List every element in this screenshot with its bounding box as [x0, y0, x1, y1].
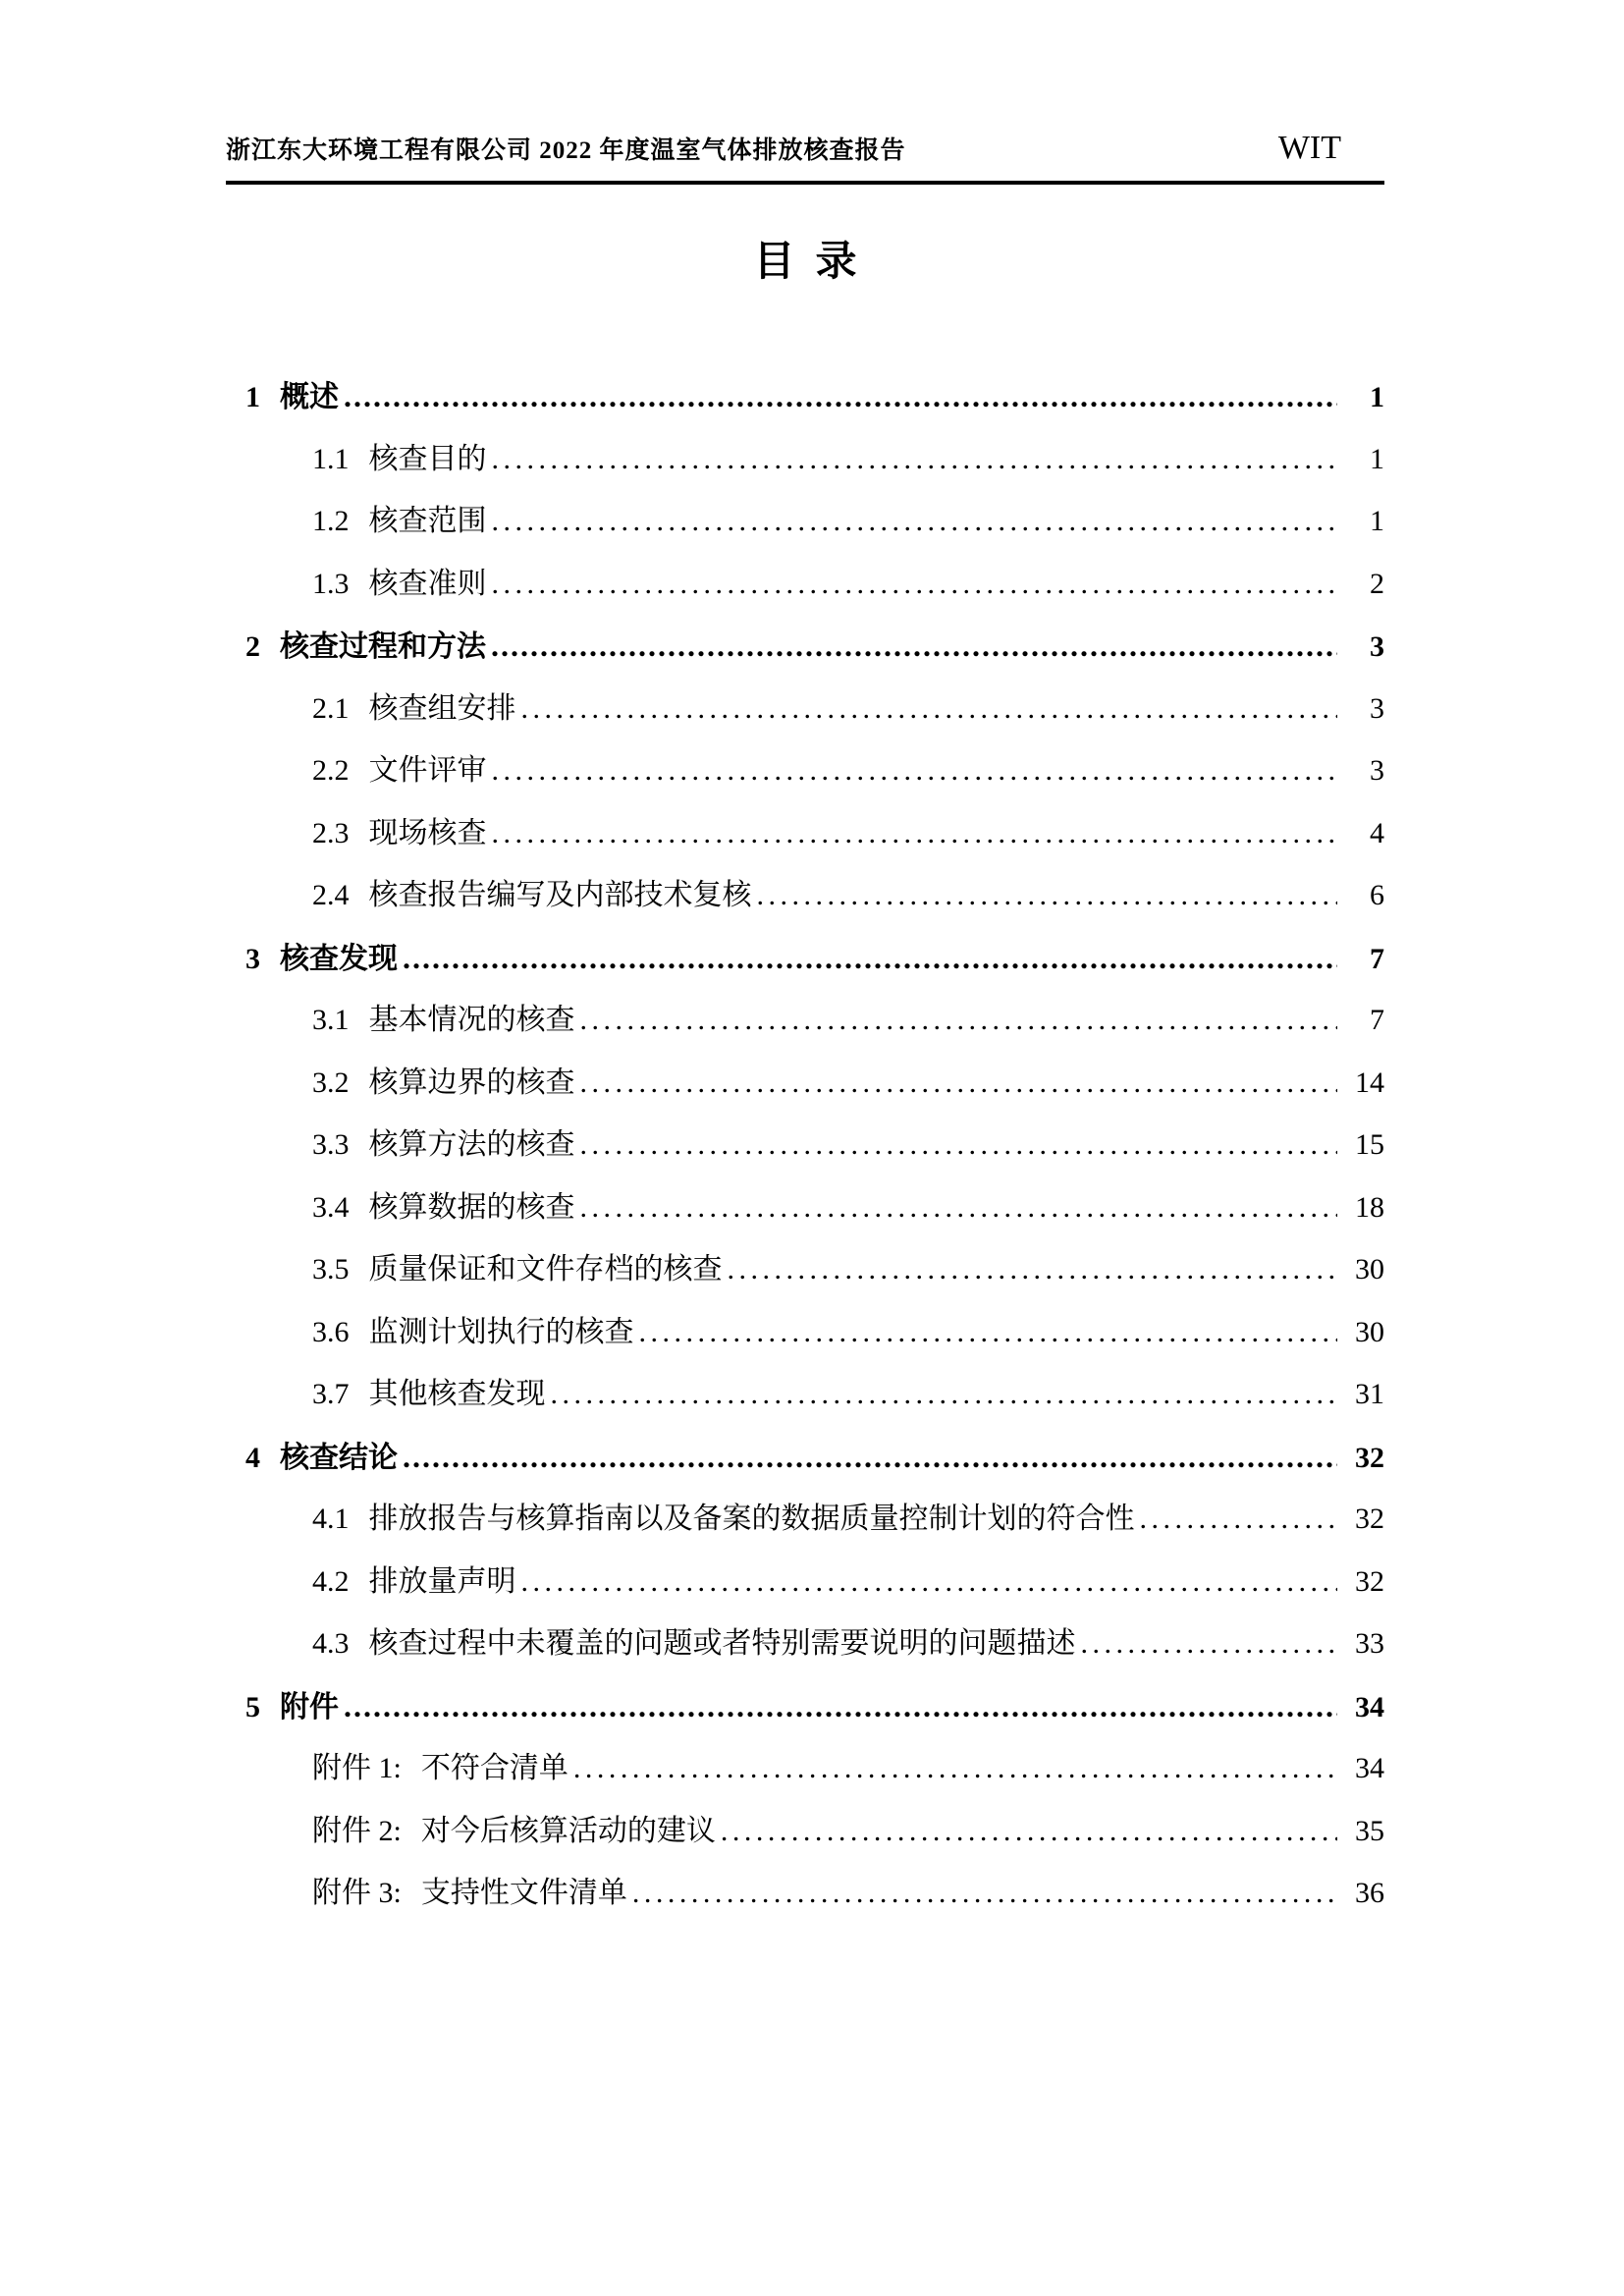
toc-entry-page: 32 [1355, 1564, 1384, 1598]
toc-entry[interactable] [226, 428, 1384, 491]
toc-entry-page: 7 [1370, 1004, 1384, 1036]
toc-entry-title: 现场核查 [368, 816, 487, 849]
header-doc-title: 浙江东大环境工程有限公司 2022 年度温室气体排放核查报告 [226, 137, 906, 164]
toc-entry-number: 附件 3: [312, 1877, 402, 1909]
toc-entry-number: 1.2 [312, 505, 350, 537]
toc-entry-number: 2.4 [312, 879, 350, 911]
toc-dot-leader [757, 864, 1338, 927]
toc-dot-leader [521, 678, 1338, 740]
toc-entry-number: 1.1 [312, 442, 350, 475]
toc-entry-number: 3.1 [312, 1004, 350, 1036]
toc-entry-title: 核查过程中未覆盖的问题或者特别需要说明的问题描述 [368, 1627, 1076, 1660]
toc-entry-title: 监测计划执行的核查 [368, 1315, 634, 1348]
toc-entry-title: 不符合清单 [420, 1752, 568, 1784]
toc-entry-title: 概述 [280, 381, 339, 413]
toc-entry-page: 3 [1370, 691, 1384, 725]
toc-dot-leader [492, 428, 1338, 491]
wit-logo-text: WIT [1277, 130, 1341, 166]
toc-dot-leader [573, 1737, 1337, 1800]
toc-entry-page: 30 [1355, 1315, 1384, 1348]
toc-entry[interactable] [226, 1363, 1384, 1426]
toc-entry-number: 2.2 [312, 754, 350, 787]
toc-entry-page: 6 [1370, 879, 1384, 911]
toc-entry-title: 核查组安排 [368, 691, 516, 725]
toc-dot-leader [580, 1052, 1338, 1115]
toc-entry-number: 3 [245, 942, 260, 975]
toc-entry-title: 核算方法的核查 [368, 1128, 575, 1161]
toc-entry[interactable] [226, 1551, 1384, 1613]
toc-entry-number: 3.5 [312, 1253, 350, 1285]
toc-entry-number: 5 [245, 1690, 260, 1723]
toc-dot-leader [521, 1551, 1338, 1613]
toc-entry-page: 1 [1370, 381, 1384, 413]
toc-entry-title: 核查目的 [368, 442, 487, 475]
toc-dot-leader [632, 1862, 1337, 1925]
toc-entry-page: 1 [1370, 442, 1384, 475]
toc-entry[interactable] [226, 927, 1384, 990]
toc-entry-number: 2.3 [312, 816, 350, 849]
toc-entry-number: 3.6 [312, 1315, 350, 1348]
toc-entry[interactable] [226, 802, 1384, 865]
toc-entry[interactable] [226, 1488, 1384, 1551]
toc-entry[interactable] [226, 1613, 1384, 1675]
toc-entry-title: 支持性文件清单 [420, 1877, 627, 1909]
toc-entry-number: 3.2 [312, 1066, 350, 1099]
toc-dot-leader [1081, 1613, 1338, 1675]
toc-entry-number: 3.3 [312, 1128, 350, 1161]
toc-entry[interactable] [226, 1737, 1384, 1800]
toc-entry[interactable] [226, 1426, 1384, 1489]
toc-entry-page: 15 [1355, 1128, 1384, 1161]
toc-entry-number: 4.3 [312, 1627, 350, 1660]
toc-dot-leader [491, 615, 1337, 679]
toc-dot-leader [492, 802, 1338, 865]
toc-dot-leader [492, 490, 1338, 553]
toc-entry-number: 2 [245, 630, 260, 663]
toc [226, 365, 1384, 1925]
toc-entry-title: 质量保证和文件存档的核查 [368, 1253, 723, 1285]
toc-entry-page: 33 [1355, 1627, 1384, 1660]
toc-entry-page: 35 [1355, 1814, 1384, 1847]
toc-entry[interactable] [226, 989, 1384, 1052]
toc-dot-leader [492, 553, 1338, 616]
toc-entry[interactable] [226, 1176, 1384, 1239]
toc-entry-page: 3 [1370, 754, 1384, 787]
toc-entry-number: 3.7 [312, 1378, 350, 1410]
toc-entry-page: 7 [1370, 942, 1384, 975]
toc-entry[interactable] [226, 490, 1384, 553]
toc-entry-page: 2 [1370, 567, 1384, 600]
toc-entry-number: 4.1 [312, 1503, 350, 1535]
toc-entry[interactable] [226, 1238, 1384, 1301]
toc-dot-leader [1140, 1488, 1338, 1551]
toc-entry-title: 基本情况的核查 [368, 1004, 575, 1036]
toc-entry-title: 附件 [280, 1690, 339, 1723]
toc-entry-page: 34 [1355, 1752, 1384, 1784]
toc-entry[interactable] [226, 1800, 1384, 1863]
toc-entry[interactable] [226, 864, 1384, 927]
toc-entry-page: 3 [1370, 630, 1384, 663]
toc-dot-leader [551, 1363, 1338, 1426]
toc-entry[interactable] [226, 553, 1384, 616]
toc-entry[interactable] [226, 1052, 1384, 1115]
toc-entry-title: 其他核查发现 [368, 1378, 546, 1410]
toc-dot-leader [580, 1176, 1338, 1239]
toc-entry[interactable] [226, 1862, 1384, 1925]
toc-entry[interactable] [226, 678, 1384, 740]
toc-entry-title: 文件评审 [368, 754, 487, 787]
toc-dot-leader [721, 1800, 1337, 1863]
toc-entry[interactable] [226, 615, 1384, 678]
toc-entry-number: 1.3 [312, 567, 350, 600]
toc-dot-leader [580, 1114, 1338, 1176]
toc-entry-title: 排放量声明 [368, 1564, 516, 1598]
toc-entry-title: 核查准则 [368, 567, 487, 600]
toc-dot-leader [403, 927, 1337, 991]
toc-entry[interactable] [226, 1675, 1384, 1738]
toc-dot-leader [492, 739, 1338, 802]
toc-dot-leader [344, 365, 1337, 429]
toc-entry-number: 4 [245, 1441, 260, 1474]
page-title: 目 录 [753, 240, 857, 285]
toc-entry-page: 30 [1355, 1253, 1384, 1285]
toc-entry-number: 2.1 [312, 691, 350, 725]
toc-dot-leader [344, 1675, 1337, 1739]
toc-dot-leader [580, 989, 1338, 1052]
toc-entry[interactable] [226, 1301, 1384, 1364]
toc-entry-number: 3.4 [312, 1190, 350, 1224]
toc-entry-number: 附件 1: [312, 1752, 402, 1784]
toc-entry-title: 对今后核算活动的建议 [420, 1814, 716, 1847]
toc-entry-page: 1 [1370, 505, 1384, 537]
toc-entry-title: 核查结论 [280, 1441, 398, 1474]
toc-entry-number: 4.2 [312, 1564, 350, 1598]
page-header [226, 130, 1384, 185]
toc-entry-page: 32 [1355, 1503, 1384, 1535]
toc-entry-title: 核查报告编写及内部技术复核 [368, 879, 752, 911]
header-rule [226, 181, 1384, 185]
toc-entry-page: 31 [1355, 1378, 1384, 1410]
toc-entry-page: 34 [1355, 1690, 1384, 1723]
toc-entry-page: 36 [1355, 1877, 1384, 1909]
toc-entry-title: 排放报告与核算指南以及备案的数据质量控制计划的符合性 [368, 1503, 1135, 1535]
toc-dot-leader [639, 1301, 1338, 1364]
toc-entry-title: 核查发现 [280, 942, 398, 975]
toc-entry-title: 核查过程和方法 [280, 630, 486, 663]
toc-entry-title: 核算数据的核查 [368, 1190, 575, 1224]
toc-entry-page: 32 [1355, 1441, 1384, 1474]
toc-entry-page: 4 [1370, 816, 1384, 849]
toc-entry[interactable] [226, 365, 1384, 428]
toc-entry-number: 附件 2: [312, 1814, 402, 1847]
toc-entry-page: 14 [1355, 1066, 1384, 1099]
toc-entry-title: 核查范围 [368, 505, 487, 537]
toc-entry[interactable] [226, 1114, 1384, 1176]
toc-entry-page: 18 [1355, 1190, 1384, 1224]
toc-dot-leader [728, 1238, 1338, 1301]
toc-entry-title: 核算边界的核查 [368, 1066, 575, 1099]
toc-entry[interactable] [226, 739, 1384, 802]
toc-dot-leader [403, 1426, 1337, 1490]
toc-entry-number: 1 [245, 381, 260, 413]
